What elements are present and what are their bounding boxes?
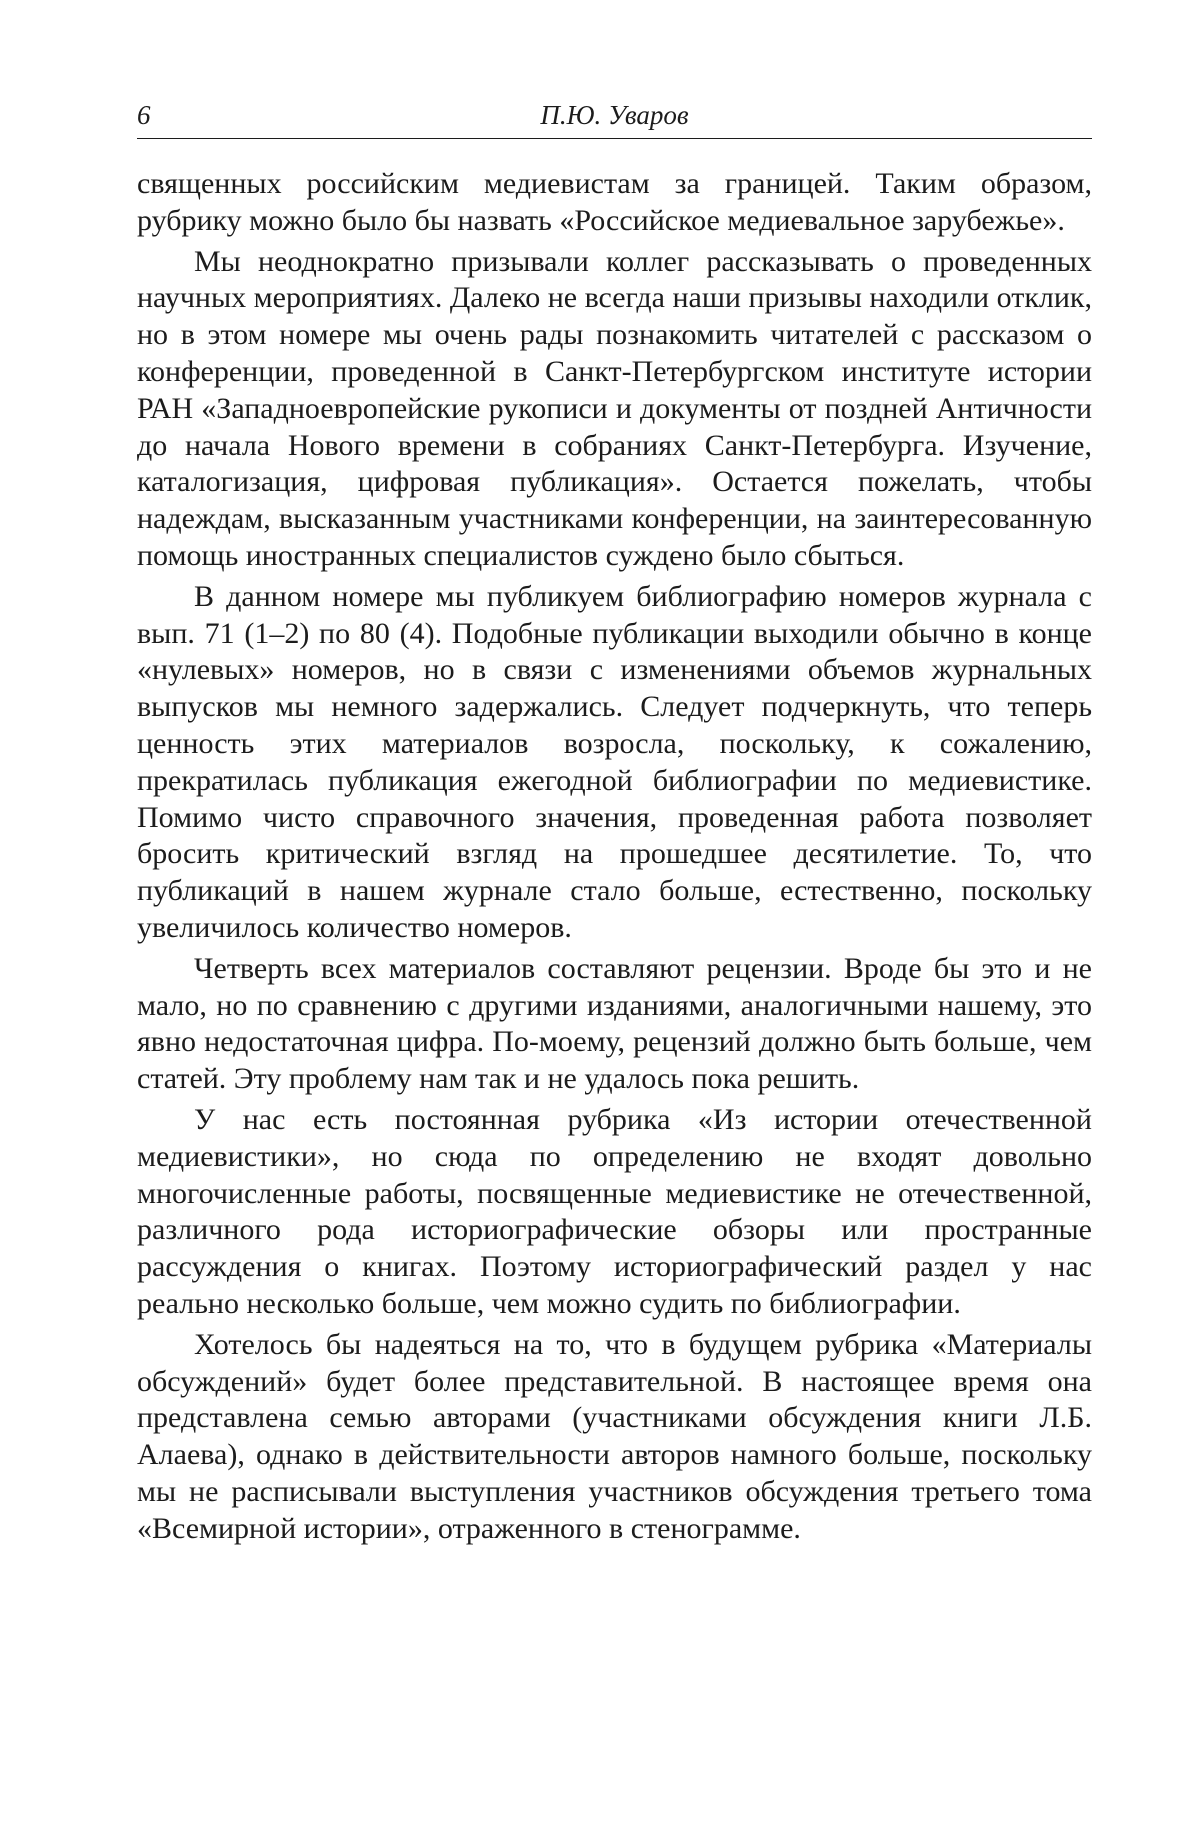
body-text: [137, 166, 1092, 1551]
paragraph-2: Мы неоднократно призывали коллег рассказывать о проведенных научных мероприятиях. Далеко не всегда наши призывы находили отклик, но в этом номере мы очень рады познакомить читателей с рассказом о конференции, проведенной в Санкт-Петербургском институте истории РАН «Западноевропейские рукописи и документы от поздней Античности до начала Нового времени в собраниях Санкт-Петербурга. Изучение, каталогизация, цифровая публикация». Остается пожелать, чтобы надеждам, высказанным участниками конференции, на заинтересованную помощь иностранных специалистов суждено было сбыться.: [137, 244, 1092, 575]
paragraph-1: священных российским медиевистам за границей. Таким образом, рубрику можно было бы назвать «Российское медиевальное зарубежье».: [137, 166, 1092, 240]
paragraph-5: У нас есть постоянная рубрика «Из истории отечественной медиевистики», но сюда по определению не входят довольно многочисленные работы, посвященные медиевистике не отечественной, различного рода историографические обзоры или пространные рассуждения о книгах. Поэтому историографический раздел у нас реально несколько больше, чем можно судить по библиографии.: [137, 1102, 1092, 1323]
running-head: [137, 96, 1092, 139]
book-page: [0, 0, 1200, 1842]
running-title: П.Ю. Уваров: [137, 100, 1092, 131]
paragraph-4: Четверть всех материалов составляют рецензии. Вроде бы это и не мало, но по сравнению с другими изданиями, аналогичными нашему, это явно недостаточная цифра. По-моему, рецензий должно быть больше, чем статей. Эту проблему нам так и не удалось пока решить.: [137, 951, 1092, 1098]
page-number: 6: [137, 100, 151, 131]
paragraph-6: Хотелось бы надеяться на то, что в будущем рубрика «Материалы обсуждений» будет более представительной. В настоящее время она представлена семью авторами (участниками обсуждения книги Л.Б. Алаева), однако в действительности авторов намного больше, поскольку мы не расписывали выступления участников обсуждения третьего тома «Всемирной истории», отраженного в стенограмме.: [137, 1327, 1092, 1548]
paragraph-3: В данном номере мы публикуем библиографию номеров журнала с вып. 71 (1–2) по 80 (4). Подобные публикации выходили обычно в конце «нулевых» номеров, но в связи с изменениями объемов журнальных выпусков мы немного задержались. Следует подчеркнуть, что теперь ценность этих материалов возросла, поскольку, к сожалению, прекратилась публикация ежегодной библиографии по медиевистике. Помимо чисто справочного значения, проведенная работа позволяет бросить критический взгляд на прошедшее десятилетие. То, что публикаций в нашем журнале стало больше, естественно, поскольку увеличилось количество номеров.: [137, 579, 1092, 947]
